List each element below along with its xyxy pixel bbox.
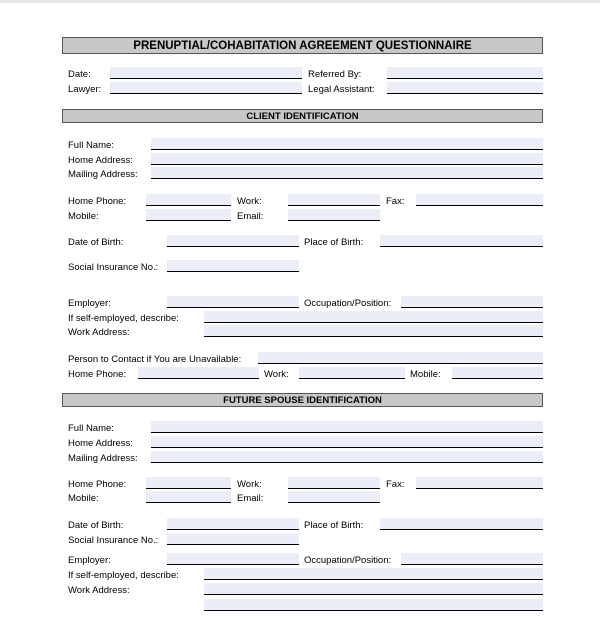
spouse-sin-label: Social Insurance No.: [68,535,159,546]
referred-by-field[interactable] [387,67,543,79]
client-pob-label: Place of Birth: [304,237,364,248]
client-home-phone-field[interactable] [146,194,231,206]
client-contact-field[interactable] [258,352,543,364]
client-home-address-label: Home Address: [68,155,133,166]
client-mailing-address-field[interactable] [151,167,543,179]
lawyer-field[interactable] [110,82,302,94]
spouse-email-field[interactable] [288,491,380,503]
spouse-dob-label: Date of Birth: [68,520,124,531]
spouse-home-phone-label: Home Phone: [68,479,127,490]
spouse-pob-field[interactable] [380,518,543,530]
spouse-section-heading: FUTURE SPOUSE IDENTIFICATION [62,393,543,407]
client-contact-home-phone-field[interactable] [138,367,259,379]
form-title: PRENUPTIAL/COHABITATION AGREEMENT QUESTIONNAIRE [62,37,543,54]
spouse-work-address-field-line-2[interactable] [204,599,543,611]
client-occupation-field[interactable] [401,296,543,308]
client-contact-work-label: Work: [264,369,289,380]
legal-assistant-label: Legal Assistant: [308,84,375,95]
client-email-label: Email: [237,211,264,222]
client-contact-home-phone-label: Home Phone: [68,369,127,380]
client-work-address-label: Work Address: [68,327,130,338]
page-top-edge [0,0,600,3]
client-employer-label: Employer: [68,298,111,309]
spouse-sin-field[interactable] [167,533,299,545]
client-mailing-address-label: Mailing Address: [68,169,138,180]
spouse-home-phone-field[interactable] [146,477,231,489]
client-full-name-field[interactable] [151,138,543,150]
spouse-occupation-field[interactable] [401,553,543,565]
spouse-mobile-field[interactable] [146,491,231,503]
spouse-fax-label: Fax: [386,479,405,490]
client-fax-field[interactable] [416,194,543,206]
spouse-full-name-label: Full Name: [68,423,114,434]
client-dob-field[interactable] [167,235,299,247]
client-section-heading: CLIENT IDENTIFICATION [62,109,543,123]
legal-assistant-field[interactable] [387,82,543,94]
referred-by-label: Referred By: [308,69,362,80]
client-self-employed-label: If self-employed, describe: [68,313,179,324]
spouse-mailing-address-label: Mailing Address: [68,453,138,464]
client-employer-field[interactable] [167,296,299,308]
spouse-self-employed-label: If self-employed, describe: [68,570,179,581]
spouse-email-label: Email: [237,493,264,504]
lawyer-label: Lawyer: [68,84,102,95]
client-home-address-field[interactable] [151,153,543,165]
client-mobile-label: Mobile: [68,211,99,222]
client-contact-label: Person to Contact if You are Unavailable: [68,354,242,365]
client-fax-label: Fax: [386,196,405,207]
spouse-occupation-label: Occupation/Position: [304,555,392,566]
client-contact-mobile-field[interactable] [452,367,543,379]
spouse-employer-label: Employer: [68,555,111,566]
client-email-field[interactable] [288,209,380,221]
client-work-address-field[interactable] [204,325,543,337]
date-label: Date: [68,69,91,80]
client-pob-field[interactable] [380,235,543,247]
client-sin-label: Social Insurance No.: [68,262,159,273]
spouse-pob-label: Place of Birth: [304,520,364,531]
client-mobile-field[interactable] [146,209,231,221]
spouse-work-field[interactable] [288,477,380,489]
date-field[interactable] [110,67,302,79]
spouse-work-address-label: Work Address: [68,585,130,596]
spouse-dob-field[interactable] [167,518,299,530]
spouse-mobile-label: Mobile: [68,493,99,504]
spouse-self-employed-field[interactable] [204,568,543,580]
client-home-phone-label: Home Phone: [68,196,127,207]
client-work-label: Work: [237,196,262,207]
client-self-employed-field[interactable] [204,311,543,323]
spouse-employer-field[interactable] [167,553,299,565]
client-full-name-label: Full Name: [68,140,114,151]
client-occupation-label: Occupation/Position: [304,298,392,309]
client-contact-work-field[interactable] [299,367,405,379]
spouse-work-label: Work: [237,479,262,490]
client-sin-field[interactable] [167,260,299,272]
client-dob-label: Date of Birth: [68,237,124,248]
client-contact-mobile-label: Mobile: [410,369,441,380]
spouse-work-address-field[interactable] [204,583,543,595]
spouse-home-address-label: Home Address: [68,438,133,449]
spouse-home-address-field[interactable] [151,436,543,448]
client-work-field[interactable] [288,194,380,206]
spouse-mailing-address-field[interactable] [151,451,543,463]
spouse-fax-field[interactable] [416,477,543,489]
spouse-full-name-field[interactable] [151,421,543,433]
